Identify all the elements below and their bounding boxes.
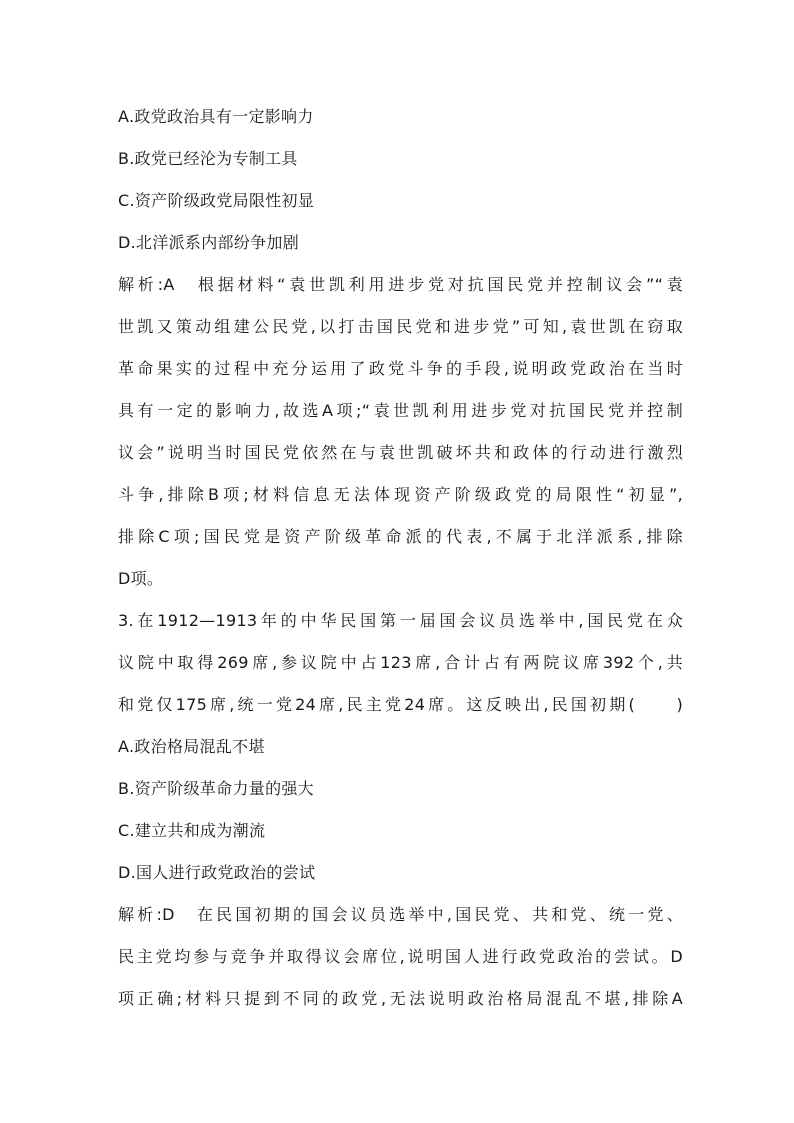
q2-analysis-line: 革命果实的过程中充分运用了政党斗争的手段,说明政党政治在当时 (118, 359, 683, 378)
q2-option-d: D.北洋派系内部纷争加剧 (118, 233, 300, 252)
q2-analysis-line: 世凯又策动组建公民党,以打击国民党和进步党”可知,袁世凯在窃取 (118, 317, 683, 336)
q3-option-b: B.资产阶级革命力量的强大 (118, 779, 314, 798)
q3-stem-line: 3.在1912—1913年的中华民国第一届国会议员选举中,国民党在众 (118, 611, 683, 630)
q3-analysis-line: 项正确;材料只提到不同的政党,无法说明政治格局混乱不堪,排除A (118, 989, 683, 1008)
q2-analysis-line: 议会”说明当时国民党依然在与袁世凯破坏共和政体的行动进行激烈 (118, 443, 683, 462)
q2-option-b: B.政党已经沦为专制工具 (118, 149, 298, 168)
q3-stem-line: 议院中取得269席,参议院中占123席,合计占有两院议席392个,共 (118, 653, 683, 672)
q3-analysis-line: 解析:D 在民国初期的国会议员选举中,国民党、共和党、统一党、 (118, 905, 683, 924)
q3-option-c: C.建立共和成为潮流 (118, 821, 266, 840)
q3-stem-line: 和党仅175席,统一党24席,民主党24席。这反映出,民国初期( ) (118, 695, 683, 714)
q2-analysis-line: 斗争,排除B项;材料信息无法体现资产阶级政党的局限性“初显”, (118, 485, 683, 504)
q2-analysis-line: 解析:A 根据材料“袁世凯利用进步党对抗国民党并控制议会”“袁 (118, 275, 683, 294)
q2-option-a: A.政党政治具有一定影响力 (118, 107, 314, 126)
q3-analysis-line: 民主党均参与竞争并取得议会席位,说明国人进行政党政治的尝试。D (118, 947, 683, 966)
q3-option-a: A.政治格局混乱不堪 (118, 737, 265, 756)
q2-option-c: C.资产阶级政党局限性初显 (118, 191, 315, 210)
q2-analysis-line: D项。 (118, 569, 164, 588)
q3-option-d: D.国人进行政党政治的尝试 (118, 863, 316, 882)
q2-analysis-line: 排除C项;国民党是资产阶级革命派的代表,不属于北洋派系,排除 (118, 527, 683, 546)
q2-analysis-line: 具有一定的影响力,故选A项;“袁世凯利用进步党对抗国民党并控制 (118, 401, 683, 420)
